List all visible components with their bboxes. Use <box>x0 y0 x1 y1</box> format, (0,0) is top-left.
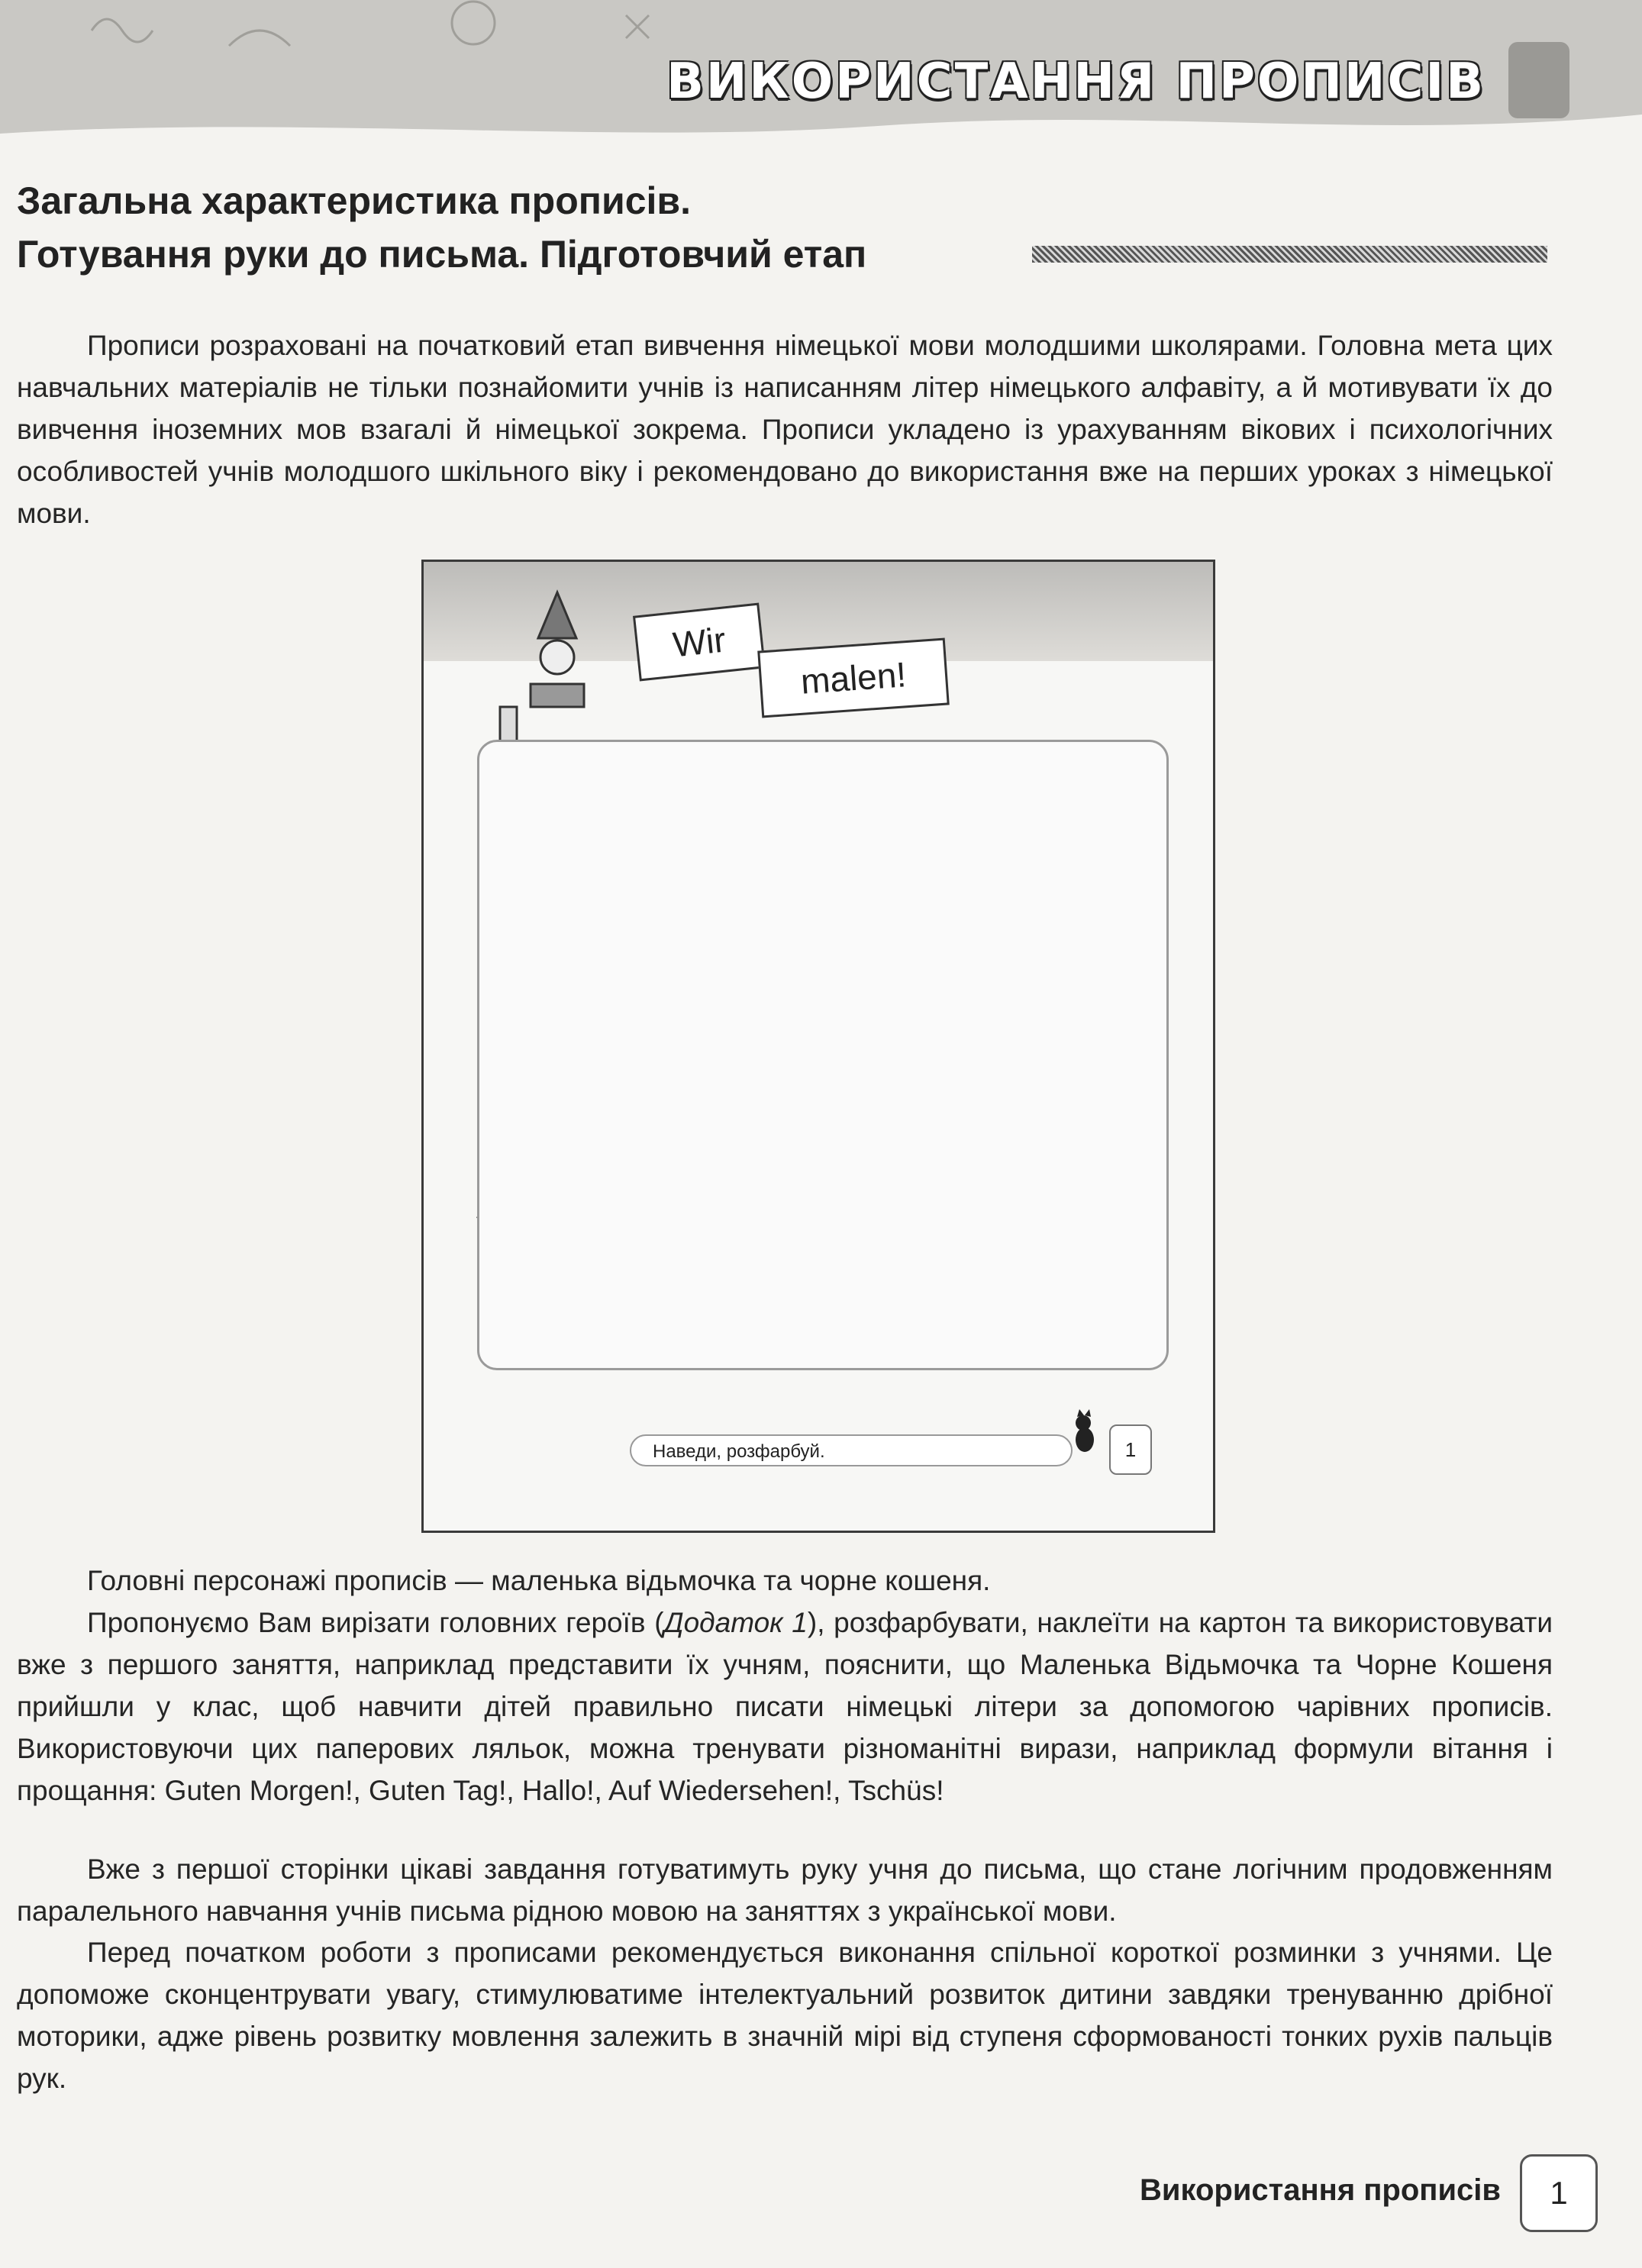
paragraph-first-page: Вже з першої сторінки цікаві завдання готуватимуть руку учня до письма, що стане логічним продовженням паралельного навчання учнів письма рідною мовою на заняттях з української мови. <box>17 1853 1553 1927</box>
embedded-page-number: 1 <box>1109 1424 1152 1475</box>
page-heading-line2: Готування руки до письма. Підготовчий етап <box>17 233 867 276</box>
page-heading-line1: Загальна характеристика прописів. <box>17 179 692 222</box>
heading-hatched-rule <box>1032 246 1547 263</box>
title-word-malen: malen! <box>757 638 950 718</box>
embedded-workbook-page <box>421 560 1215 1533</box>
paragraph-main-characters: Головні персонажі прописів — маленька відьмочка та чорне кошеня. <box>87 1565 991 1596</box>
small-witch-icon <box>531 592 584 707</box>
paragraph-cut-out-heroes <box>17 1602 1553 1811</box>
header-corner-tab <box>1508 42 1569 118</box>
title-word-wir: Wir <box>633 603 766 682</box>
paragraph-intro: Прописи розраховані на початковий етап вивчення німецької мови молодшими школярами. Головна мета цих навчальних матеріалів не тільки познайомити учнів із написанням літер німецького алфавіту, а й мотивувати їх до вивчення іноземних мов взагалі й німецької зокрема. Прописи укладено із урахуванням вікових і психологічних особливостей учнів молодшого шкільного віку і рекомендовано до використання вже на перших уроках з німецької мови. <box>17 330 1553 529</box>
paragraph-warmup: Перед початком роботи з прописами рекомендується виконання спільної короткої розминки з учнями. Це допоможе сконцентрувати увагу, стимулюватиме інтелектуальний розвиток дитини завдяки тренуванню дрібної моторики, адже рівень розвитку мовлення залежить в значній мірі від ступеня сформованості тонких рухів пальців рук. <box>17 1937 1553 2094</box>
section-title: ВИКОРИСТАННЯ ПРОПИСІВ <box>666 53 1486 110</box>
black-cat-icon <box>1076 1409 1094 1452</box>
heroes-cut-text-end: ), розфарбувати, наклеїти на картон та використовувати вже з першого заняття, наприклад представити їх учням, пояснити, що Маленька Відьмочка та Чорне Кошеня прийшли у клас, щоб навчити дітей правильно писати німецькі літери за допомогою чарівних прописів. Використовуючи цих паперових ляльок, можна тренувати різноманітні вирази, наприклад формули вітання і прощання: Guten Morgen!, Guten Tag!, Hallo!, Auf Wiedersehen!, Tschüs! <box>17 1607 1553 1806</box>
instruction-label: Наведи, розфарбуй. <box>630 1434 1073 1466</box>
heroes-cut-text-start: Пропонуємо Вам вирізати головних героїв ( <box>87 1607 664 1638</box>
drawing-frame <box>477 740 1169 1370</box>
footer-page-number: 1 <box>1520 2154 1598 2232</box>
footer-title: Використання прописів <box>1139 2173 1501 2207</box>
appendix-reference: Додаток 1 <box>663 1607 808 1638</box>
